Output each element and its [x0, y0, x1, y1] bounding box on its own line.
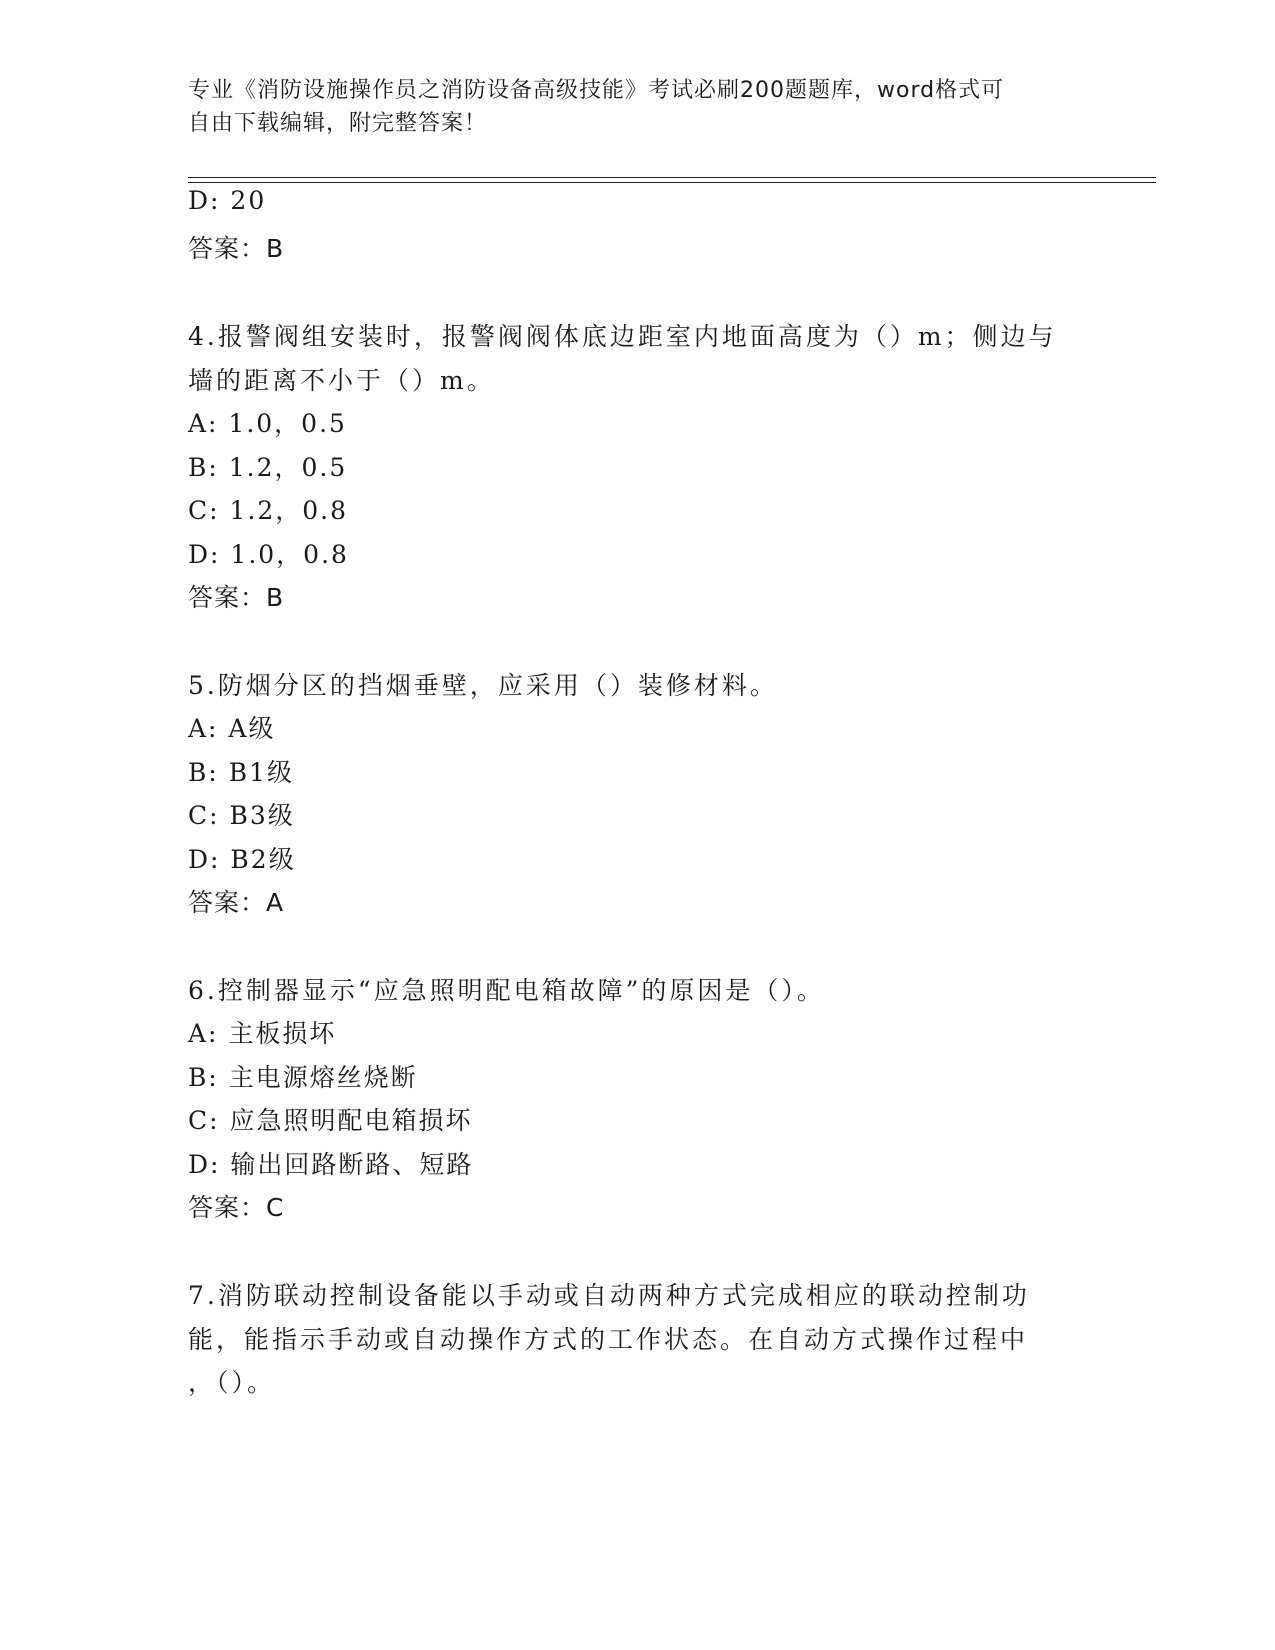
- answer: 答案：C: [188, 1193, 285, 1222]
- option-a: A: 主板损坏: [188, 1019, 337, 1048]
- option-b: B: 1.2，0.5: [188, 453, 348, 482]
- question-stem: 墙的距离不小于（）m。: [188, 366, 495, 395]
- answer: 答案：B: [188, 234, 285, 263]
- document-header: [188, 74, 1088, 140]
- option-d: D: B2级: [188, 845, 296, 874]
- option-d: D: 20: [188, 186, 267, 215]
- answer: 答案：A: [188, 888, 285, 917]
- question-stem: 6.控制器显示“应急照明配电箱故障”的原因是（）。: [188, 976, 825, 1005]
- header-line-1: 专业《消防设施操作员之消防设备高级技能》考试必刷200题题库，word格式可: [188, 78, 1005, 103]
- option-c: C: B3级: [188, 801, 295, 830]
- question-stem: 7.消防联动控制设备能以手动或自动两种方式完成相应的联动控制功: [188, 1281, 1030, 1310]
- question-stem: 能，能指示手动或自动操作方式的工作状态。在自动方式操作过程中: [188, 1325, 1029, 1354]
- question-stem: 5.防烟分区的挡烟垂壁，应采用（）装修材料。: [188, 671, 778, 700]
- option-a: A: 1.0，0.5: [188, 409, 347, 438]
- option-c: C: 应急照明配电箱损坏: [188, 1106, 473, 1135]
- option-d: D: 1.0，0.8: [188, 540, 349, 569]
- header-line-2: 自由下载编辑，附完整答案！: [188, 111, 488, 136]
- option-a: A: A级: [188, 714, 276, 743]
- question-stem: ，（）。: [188, 1368, 276, 1397]
- option-b: B: 主电源熔丝烧断: [188, 1063, 418, 1092]
- option-b: B: B1级: [188, 758, 295, 787]
- header-divider-bottom: [188, 182, 1156, 183]
- answer: 答案：B: [188, 583, 285, 612]
- option-c: C: 1.2，0.8: [188, 496, 349, 525]
- header-divider-top: [188, 177, 1156, 178]
- question-stem: 4.报警阀组安装时，报警阀阀体底边距室内地面高度为（）m；侧边与: [188, 322, 1057, 351]
- option-d: D: 输出回路断路、短路: [188, 1150, 474, 1179]
